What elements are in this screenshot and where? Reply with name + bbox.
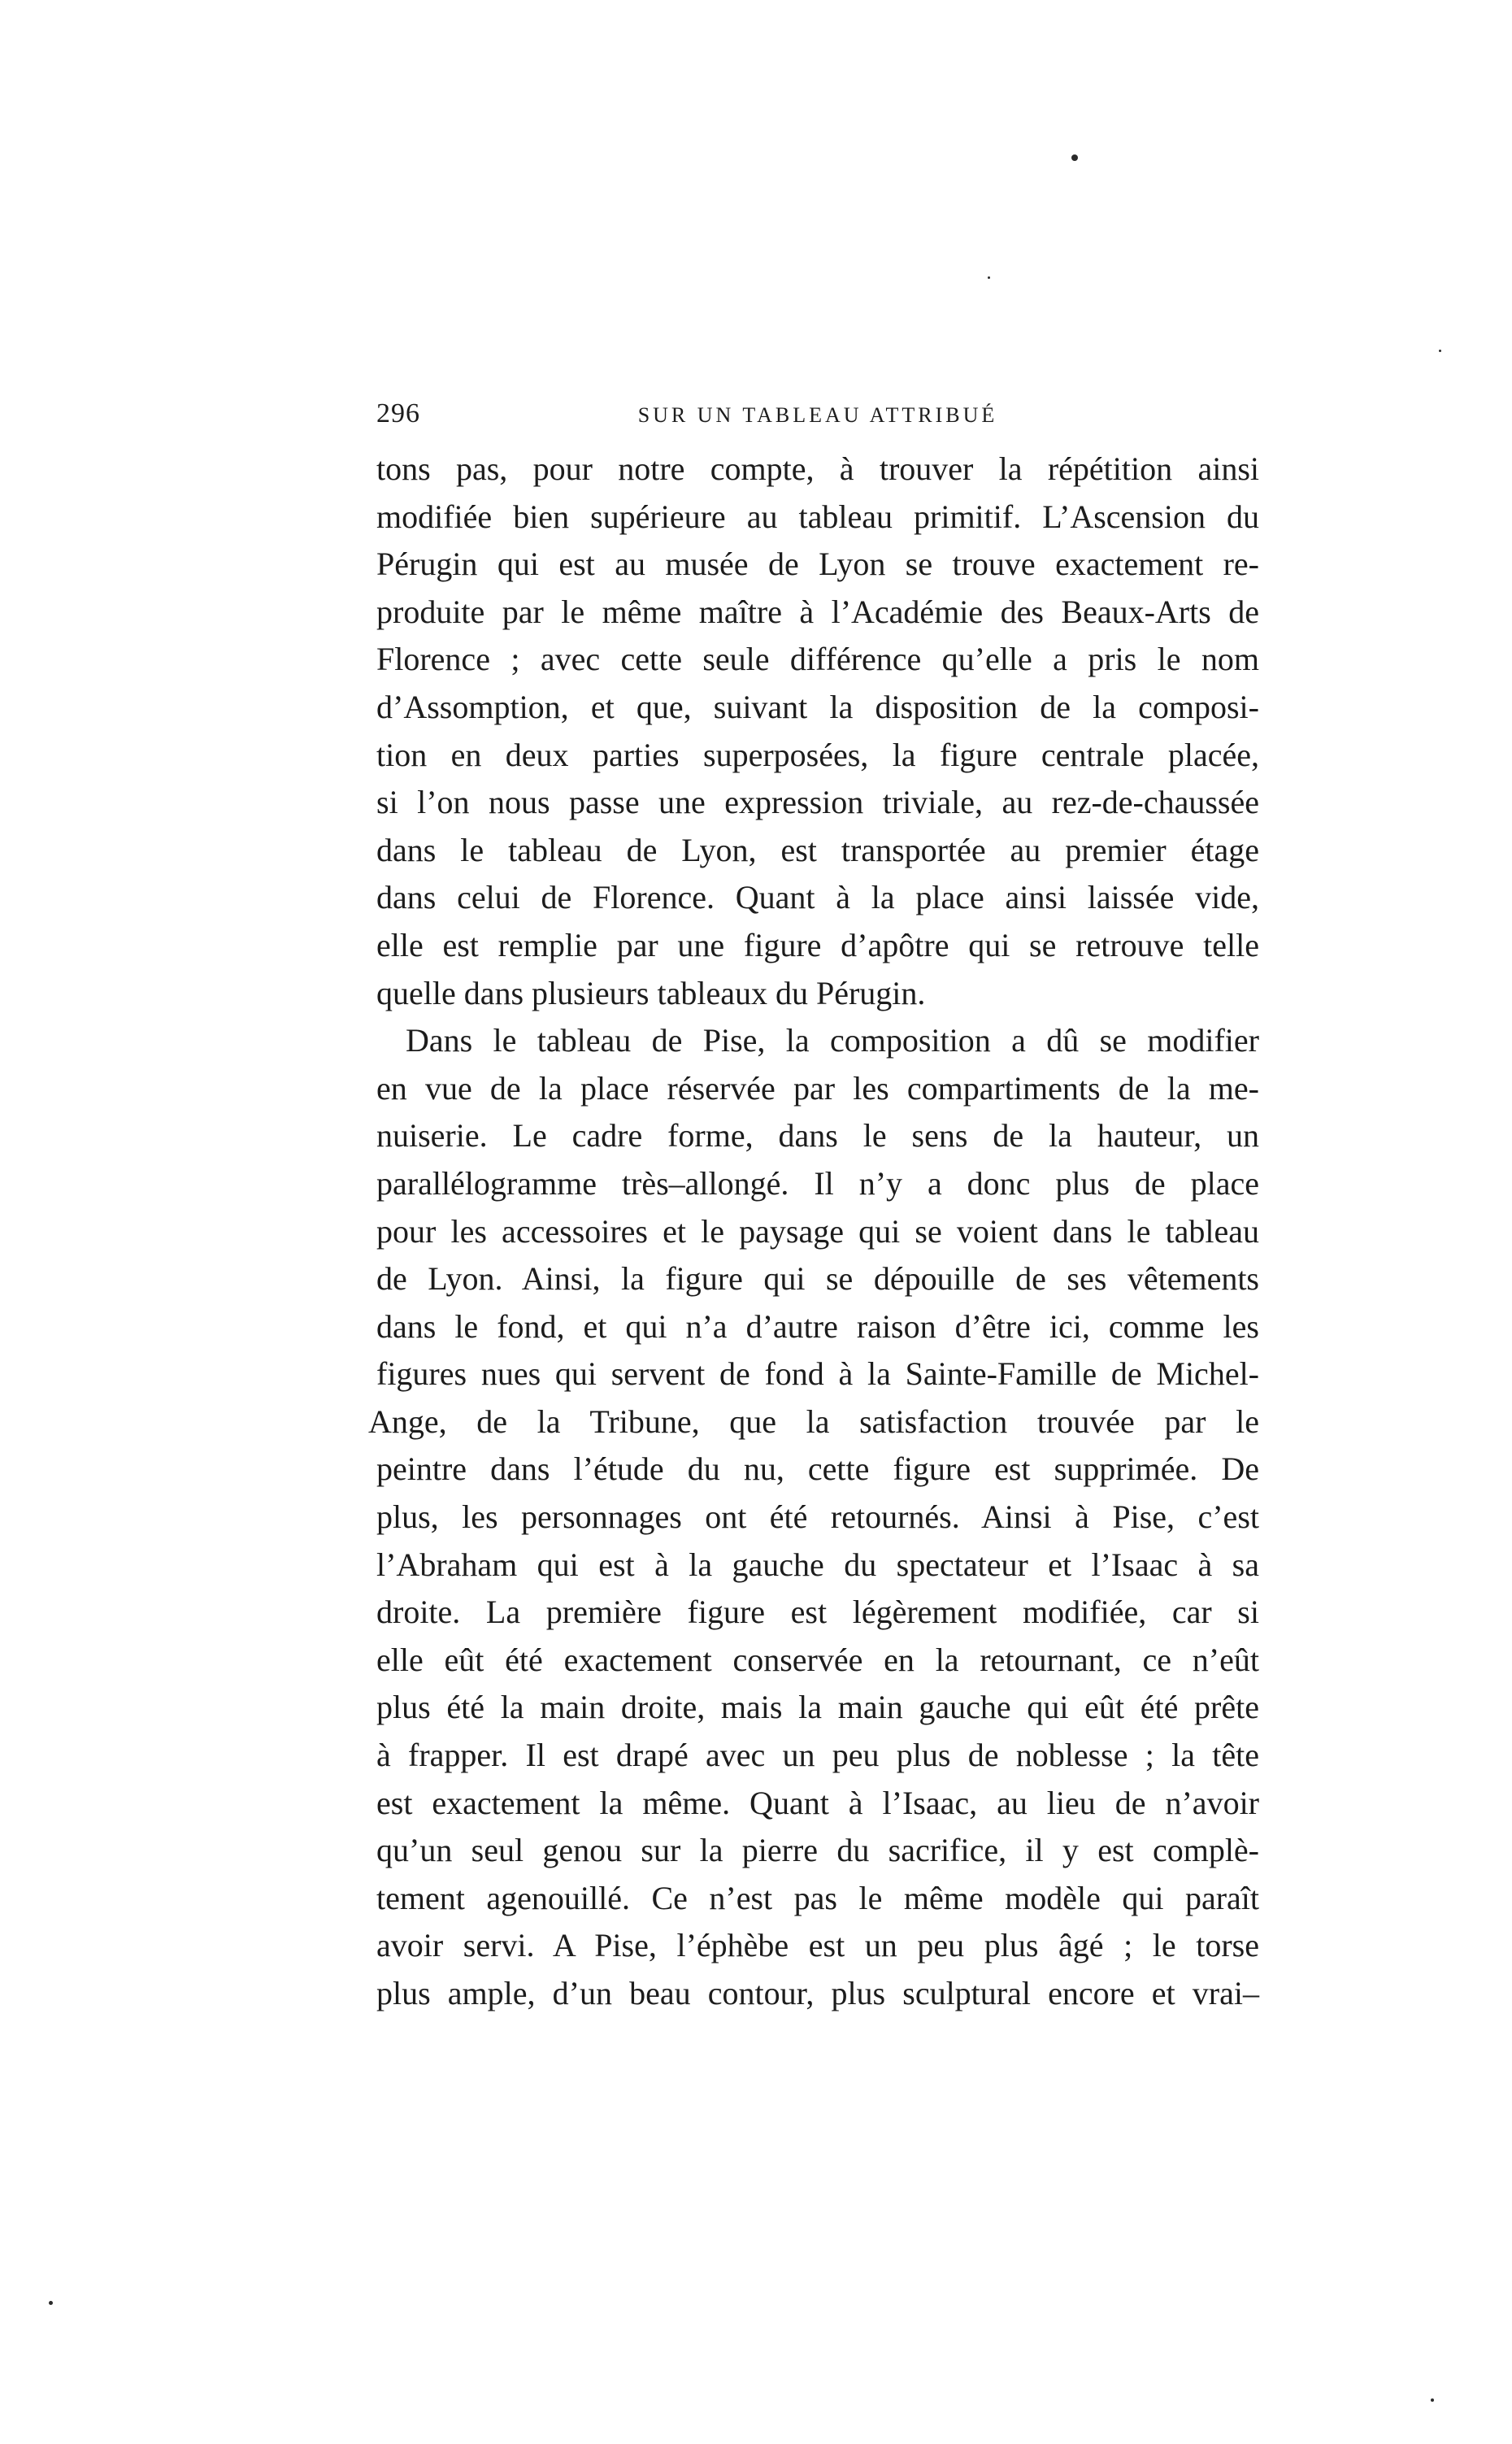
ink-speck	[1071, 154, 1078, 161]
text-line: peintre dans l’étude du nu, cette figure est supprimée. De	[376, 1450, 1259, 1488]
ink-speck	[1439, 350, 1441, 352]
running-title: SUR UN TABLEAU ATTRIBUÉ	[637, 403, 998, 427]
text-line: Ange, de la Tribune, que la satisfaction trouvée par le	[368, 1402, 1259, 1440]
text-line: dans le fond, et qui n’a d’autre raison d’être ici, comme les	[376, 1307, 1259, 1345]
text-line: dans celui de Florence. Quant à la place ainsi laissée vide,	[376, 879, 1259, 916]
text-line: produite par le même maître à l’Académie des Beaux-Arts de	[376, 593, 1259, 630]
text-line: elle eût été exactement conservée en la retournant, ce n’eût	[376, 1641, 1259, 1678]
text-line: de Lyon. Ainsi, la figure qui se dépouille de ses vêtements	[376, 1260, 1259, 1298]
text-line: à frapper. Il est drapé avec un peu plus de noblesse ; la tête	[376, 1737, 1259, 1774]
text-line: droite. La première figure est légèrement modifiée, car si	[376, 1594, 1259, 1631]
text-line: avoir servi. A Pise, l’éphèbe est un peu plus âgé ; le torse	[376, 1927, 1259, 1964]
text-line: plus ample, d’un beau contour, plus sculptural encore et vrai–	[376, 1975, 1259, 2011]
text-line: d’Assomption, et que, suivant la disposition de la composi-	[376, 688, 1259, 725]
page-header	[376, 398, 1259, 439]
text-line: Florence ; avec cette seule différence qu’elle a pris le nom	[376, 641, 1259, 678]
text-line: plus, les personnages ont été retournés. Ainsi à Pise, c’est	[376, 1498, 1259, 1536]
text-line: si l’on nous passe une expression triviale, au rez-de-chaussée	[376, 784, 1259, 821]
text-line: figures nues qui servent de fond à la Sainte-Famille de Michel-	[376, 1355, 1259, 1393]
text-line: parallélogramme très–allongé. Il n’y a donc plus de place	[376, 1164, 1259, 1202]
ink-speck	[49, 2301, 53, 2305]
text-line: est exactement la même. Quant à l’Isaac, au lieu de n’avoir	[376, 1784, 1259, 1821]
text-line: elle est remplie par une figure d’apôtre qui se retrouve telle	[376, 926, 1259, 963]
page-number: 296	[376, 398, 420, 428]
text-line: en vue de la place réservée par les compartiments de la me-	[376, 1069, 1259, 1107]
text-line: tement agenouillé. Ce n’est pas le même modèle qui paraît	[376, 1879, 1259, 1916]
text-line: dans le tableau de Lyon, est transportée au premier étage	[376, 831, 1259, 868]
text-line: pour les accessoires et le paysage qui se voient dans le tableau	[376, 1212, 1259, 1250]
paragraph-start-line: Dans le tableau de Pise, la composition a dû se modifier	[406, 1022, 1259, 1059]
text-line: tion en deux parties superposées, la figure centrale placée,	[376, 736, 1259, 773]
text-line: Pérugin qui est au musée de Lyon se trouve exactement re-	[376, 546, 1259, 583]
ink-speck	[988, 276, 990, 279]
text-line: modifiée bien supérieure au tableau primitif. L’Ascension du	[376, 498, 1259, 535]
body-text	[368, 446, 1259, 2018]
text-line: nuiserie. Le cadre forme, dans le sens de la hauteur, un	[376, 1117, 1259, 1155]
text-line: tons pas, pour notre compte, à trouver la répétition ainsi	[376, 450, 1259, 487]
text-line: qu’un seul genou sur la pierre du sacrifice, il y est complè-	[376, 1832, 1259, 1869]
text-line: l’Abraham qui est à la gauche du spectateur et l’Isaac à sa	[376, 1546, 1259, 1583]
ink-speck	[1431, 2398, 1434, 2402]
text-line: quelle dans plusieurs tableaux du Pérugin.	[376, 974, 926, 1011]
text-line: plus été la main droite, mais la main gauche qui eût été prête	[376, 1689, 1259, 1726]
